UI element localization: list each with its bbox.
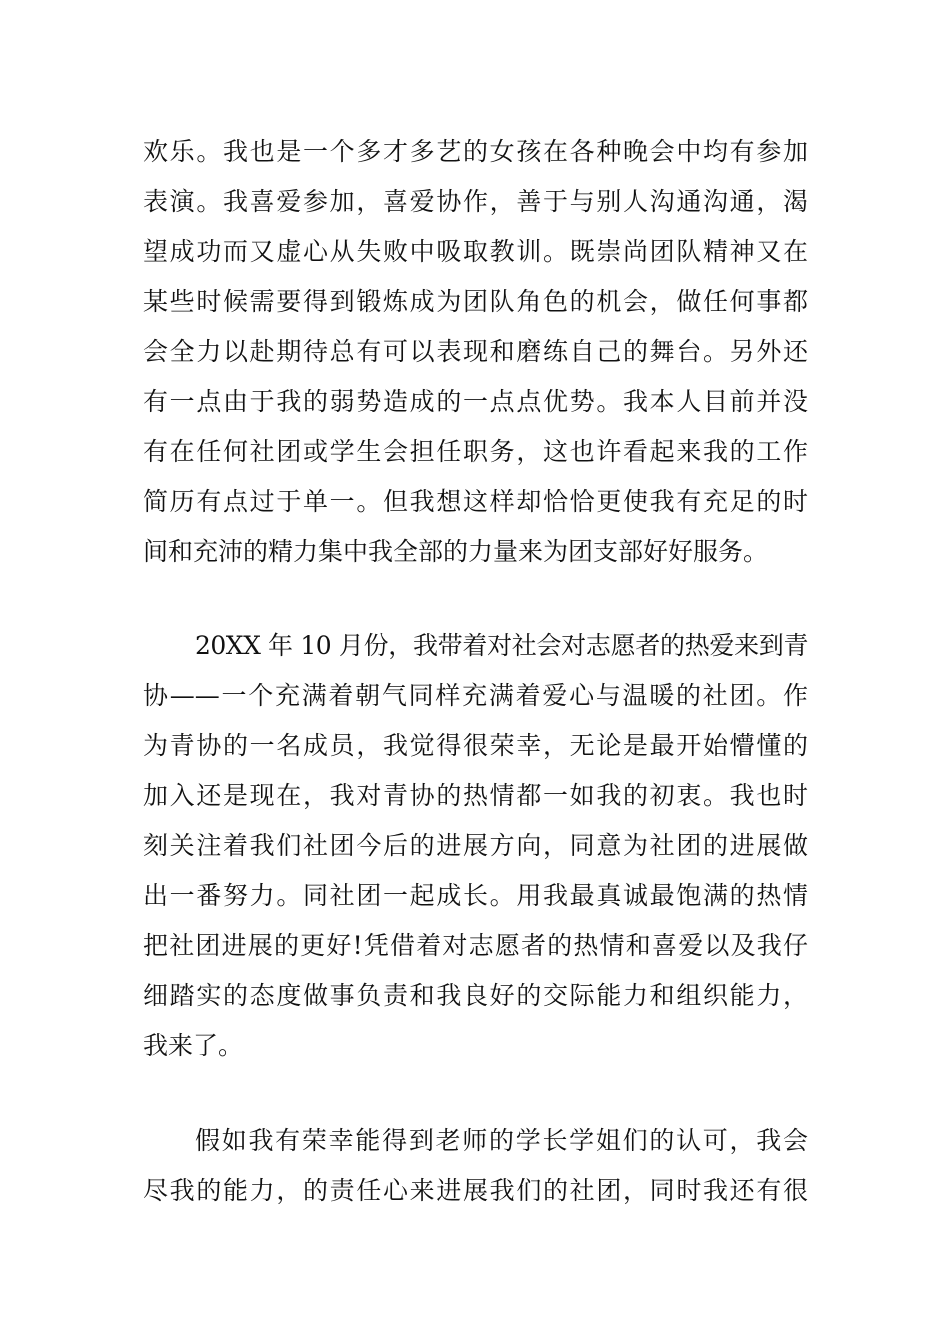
paragraph-line: 望成功而又虚心从失败中吸取教训。既崇尚团队精神又在 <box>143 237 808 266</box>
paragraph-line: 加入还是现在，我对青协的热情都一如我的初衷。我也时 <box>143 781 808 810</box>
paragraph-line: 间和充沛的精力集中我全部的力量来为团支部好好服务。 <box>143 537 769 566</box>
paragraph-line: 有在任何社团或学生会担任职务，这也许看起来我的工作 <box>143 437 808 466</box>
paragraph-line: 有一点由于我的弱势造成的一点点优势。我本人目前并没 <box>143 387 808 416</box>
paragraph-1 <box>143 127 808 577</box>
paragraph-line: 会全力以赴期待总有可以表现和磨练自己的舞台。另外还 <box>143 337 808 366</box>
paragraph-2 <box>143 621 808 1071</box>
paragraph-line: 出一番努力。同社团一起成长。用我最真诚最饱满的热情 <box>143 881 808 910</box>
paragraph-line: 刻关注着我们社团今后的进展方向，同意为社团的进展做 <box>143 831 808 860</box>
paragraph-line: 协——一个充满着朝气同样充满着爱心与温暖的社团。作 <box>143 681 808 710</box>
paragraph-line: 20XX 年 10 月份，我带着对社会对志愿者的热爱来到青 <box>195 631 808 660</box>
paragraph-line: 假如我有荣幸能得到老师的学长学姐们的认可，我会 <box>195 1126 808 1155</box>
paragraph-line: 某些时候需要得到锻炼成为团队角色的机会，做任何事都 <box>143 287 808 316</box>
paragraph-line: 尽我的能力，的责任心来进展我们的社团，同时我还有很 <box>143 1176 808 1205</box>
paragraph-line: 欢乐。我也是一个多才多艺的女孩在各种晚会中均有参加 <box>143 137 808 166</box>
paragraph-line: 简历有点过于单一。但我想这样却恰恰更使我有充足的时 <box>143 487 808 516</box>
paragraph-line: 表演。我喜爱参加，喜爱协作，善于与别人沟通沟通，渴 <box>143 187 808 216</box>
paragraph-line: 细踏实的态度做事负责和我良好的交际能力和组织能力， <box>143 981 808 1010</box>
paragraph-3 <box>143 1116 808 1216</box>
paragraph-line: 我来了。 <box>143 1031 244 1060</box>
paragraph-line: 把社团进展的更好!凭借着对志愿者的热情和喜爱以及我仔 <box>143 931 808 960</box>
paragraph-line: 为青协的一名成员，我觉得很荣幸，无论是最开始懵懂的 <box>143 731 808 760</box>
